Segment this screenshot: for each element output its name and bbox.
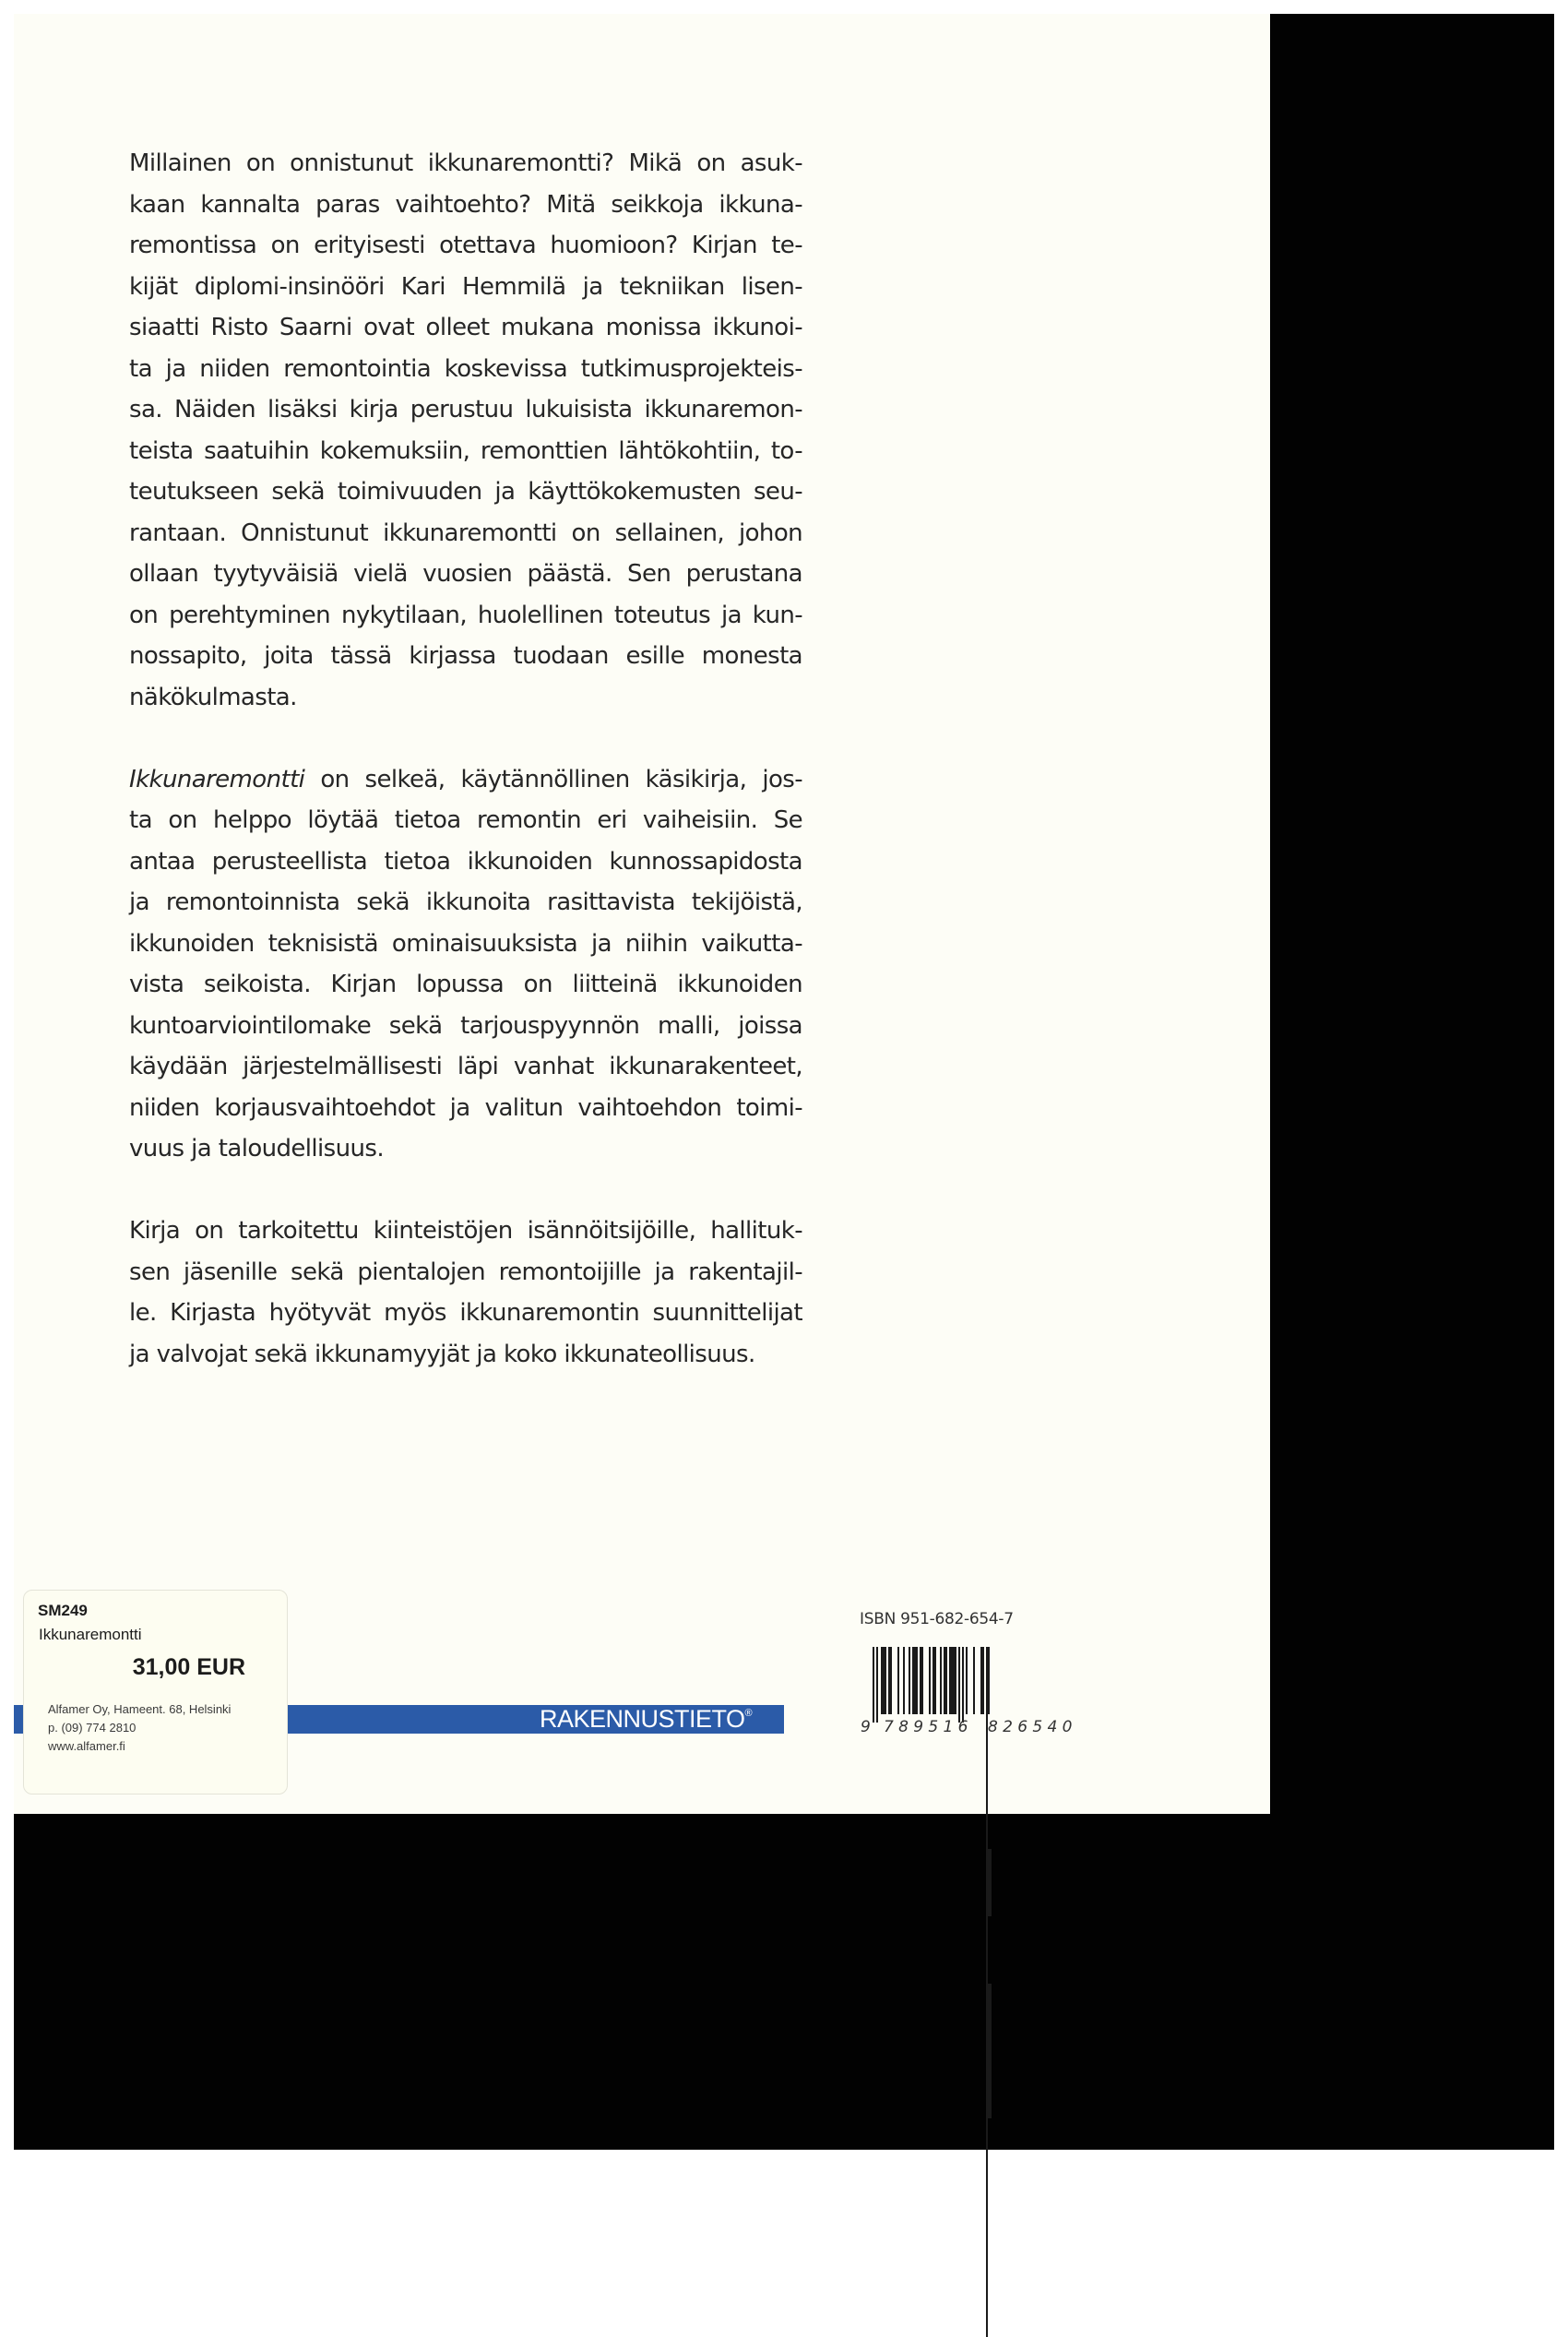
price-sticker (23, 1590, 288, 1794)
text-line-rest: on selkeä, käytännöllinen käsikirja, jos- (304, 765, 802, 793)
text-line: vista seikoista. Kirjan lopussa on liitteinä ikkunoiden (129, 971, 802, 998)
text-line: siaatti Risto Saarni ovat olleet mukana monissa ikkunoi- (129, 314, 802, 341)
book-back-cover (14, 14, 1270, 1814)
text-line: le. Kirjasta hyötyvät myös ikkunaremontin suunnittelijat (129, 1299, 802, 1327)
barcode-first-digit: 9 (861, 1718, 876, 1736)
text-line: vuus ja taloudellisuus. (129, 1135, 384, 1163)
text-line: ja valvojat sekä ikkunamyyjät ja koko ikkunateollisuus. (129, 1340, 755, 1368)
book-title-italic: Ikkunaremontti (129, 765, 305, 793)
text-line: antaa perusteellista tietoa ikkunoiden kunnossapidosta (129, 847, 802, 876)
blurb-text (129, 143, 802, 1416)
text-line: on perehtyminen nykytilaan, huolellinen toteutus ja kun- (129, 601, 802, 629)
text-line: Kirja on tarkoitettu kiinteistöjen isännöitsijöille, hallituk- (129, 1217, 802, 1245)
text-line: remontissa on erityisesti otettava huomioon? Kirjan te- (129, 232, 802, 259)
sticker-address-line: Alfamer Oy, Hameent. 68, Helsinki (48, 1702, 232, 1716)
text-line: ta on helppo löytää tietoa remontin eri vaiheisiin. Se (129, 806, 802, 834)
text-line: kaan kannalta paras vaihtoehto? Mitä seikkoja ikkuna- (129, 190, 802, 219)
text-line: sen jäsenille sekä pientalojen remontoijille ja rakentajil- (129, 1258, 802, 1286)
text-line: teista saatuihin kokemuksiin, remonttien lähtökohtiin, to- (129, 436, 802, 465)
isbn-label: ISBN 951-682-654-7 (860, 1610, 1014, 1628)
blurb-paragraph-1 (129, 143, 802, 718)
text-line: Millainen on onnistunut ikkunaremontti? Mikä on asuk- (129, 149, 802, 177)
blurb-paragraph-3 (129, 1210, 802, 1375)
text-line: ollaan tyytyväisiä vielä vuosien päästä. Sen perustana (129, 560, 802, 588)
publisher-logo (540, 1705, 752, 1734)
text-line: nossapito, joita tässä kirjassa tuodaan esille monesta (129, 642, 802, 670)
blurb-paragraph-2 (129, 759, 802, 1170)
sticker-price: 31,00 EUR (132, 1654, 245, 1680)
text-line: ikkunoiden teknisistä ominaisuuksista ja niihin vaikutta- (129, 929, 802, 958)
barcode-left-digits: 789516 (884, 1718, 973, 1736)
barcode-icon (873, 1647, 1094, 1723)
registered-mark-icon: ® (744, 1708, 753, 1719)
sticker-website: www.alfamer.fi (48, 1739, 125, 1753)
publisher-logo-text: RAKENNUSTIETO (540, 1705, 745, 1733)
sticker-product-code: SM249 (38, 1602, 88, 1619)
text-line: rantaan. Onnistunut ikkunaremontti on sellainen, johon (129, 519, 802, 547)
text-line: teutukseen sekä toimivuuden ja käyttökokemusten seu- (129, 478, 802, 506)
text-line: kijät diplomi-insinööri Kari Hemmilä ja tekniikan lisen- (129, 272, 802, 301)
sticker-address (48, 1700, 231, 1756)
text-line: sa. Näiden lisäksi kirja perustuu lukuisista ikkunaremon- (129, 396, 802, 423)
text-line: ta ja niiden remontointia koskevissa tutkimusprojekteis- (129, 354, 802, 383)
text-line: näkökulmasta. (129, 683, 297, 711)
text-line: ja remontoinnista sekä ikkunoita rasittavista tekijöistä, (129, 888, 802, 916)
text-line: kuntoarviointilomake sekä tarjouspyynnön malli, joissa (129, 1011, 802, 1040)
text-line: käydään järjestelmällisesti läpi vanhat ikkunarakenteet, (129, 1053, 802, 1080)
barcode-right-digits: 826540 (988, 1718, 1077, 1736)
sticker-title: Ikkunaremontti (39, 1626, 142, 1643)
text-line: niiden korjausvaihtoehdot ja valitun vaihtoehdon toimi- (129, 1093, 802, 1122)
text-line (129, 759, 802, 801)
sticker-phone: p. (09) 774 2810 (48, 1721, 137, 1735)
